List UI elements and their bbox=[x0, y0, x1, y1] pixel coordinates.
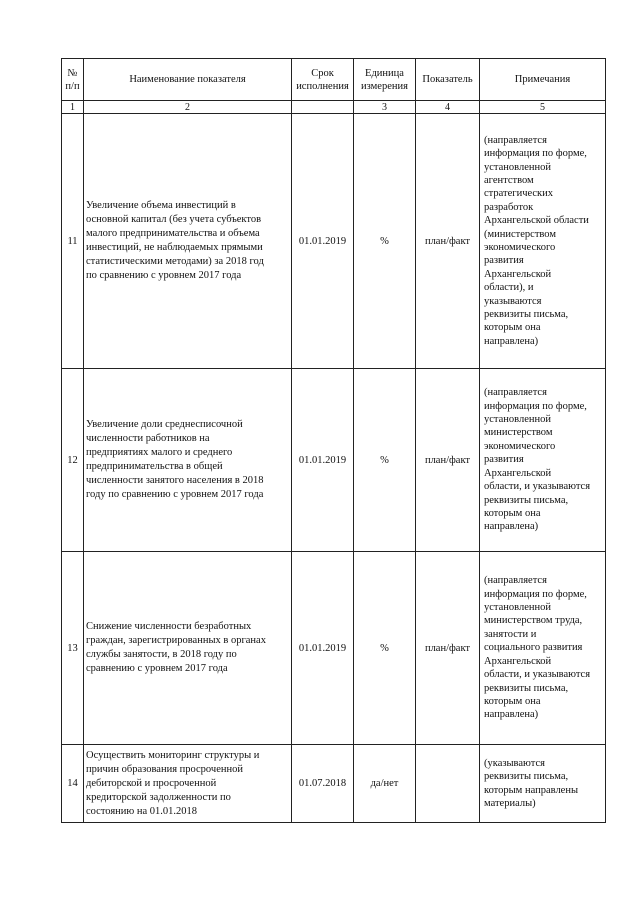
deadline-date: 01.01.2019 bbox=[292, 114, 354, 369]
note-line: (министерством bbox=[484, 228, 556, 240]
note-line: (указываются bbox=[484, 757, 545, 769]
unit-of-measure: да/нет bbox=[354, 745, 416, 823]
note-line: области, и указываются bbox=[484, 669, 591, 681]
note-line: реквизиты письма, bbox=[484, 771, 569, 783]
indicator-name bbox=[84, 114, 292, 369]
indicator-name-line: сравнению с уровнем 2017 года bbox=[86, 663, 228, 674]
note-line: которым она bbox=[484, 695, 541, 707]
header-indicator: Показатель bbox=[416, 59, 480, 101]
indicator-name-line: году по сравнению с уровнем 2017 года bbox=[86, 489, 264, 500]
indicator-name-line: основной капитал (без учета субъектов bbox=[86, 214, 262, 225]
table-row bbox=[62, 552, 606, 745]
note-line: экономического bbox=[484, 440, 556, 452]
note-line: информация по форме, bbox=[484, 588, 587, 600]
table-header-row bbox=[62, 59, 606, 101]
note-line: Архангельской bbox=[484, 655, 552, 667]
note-line: Архангельской области bbox=[484, 215, 589, 227]
indicator-name-line: по сравнению с уровнем 2017 года bbox=[86, 270, 242, 281]
indicator-name bbox=[84, 745, 292, 823]
indicator-type: план/факт bbox=[416, 369, 480, 552]
indicator-type: план/факт bbox=[416, 552, 480, 745]
indicator-name-line: предприятиях малого и среднего bbox=[86, 447, 233, 458]
note-line: Архангельской bbox=[484, 467, 552, 479]
column-number: 5 bbox=[480, 101, 606, 114]
row-number: 12 bbox=[62, 369, 84, 552]
note-line: (направляется bbox=[484, 134, 547, 146]
row-number: 13 bbox=[62, 552, 84, 745]
note-line: реквизиты письма, bbox=[484, 682, 569, 694]
indicator-name bbox=[84, 552, 292, 745]
note-line: (направляется bbox=[484, 575, 547, 587]
indicator-name-line: численности работников на bbox=[86, 433, 210, 444]
indicator-name-line: состоянию на 01.01.2018 bbox=[86, 805, 198, 817]
indicator-name bbox=[84, 369, 292, 552]
note-line: направлена) bbox=[484, 709, 539, 721]
note-line: занятости и bbox=[484, 628, 537, 640]
note-line: материалы) bbox=[484, 797, 536, 809]
column-numbers-row bbox=[62, 101, 606, 114]
note bbox=[480, 552, 606, 745]
note-line: которым она bbox=[484, 507, 541, 519]
note-line: направлена) bbox=[484, 521, 539, 533]
header-date: Срок исполнения bbox=[292, 59, 354, 101]
indicator-name-line: Увеличение доли среднесписочной bbox=[86, 419, 243, 430]
note-line: которым направлены bbox=[484, 784, 579, 796]
indicator-name-line: дебиторской и просроченной bbox=[86, 777, 217, 789]
column-number: 1 bbox=[62, 101, 84, 114]
table-row bbox=[62, 114, 606, 369]
header-unit: Единица измерения bbox=[354, 59, 416, 101]
note-line: стратегических bbox=[484, 188, 554, 200]
indicator-name-line: малого предпринимательства и объема bbox=[86, 228, 260, 239]
unit-of-measure: % bbox=[354, 552, 416, 745]
note-line: (направляется bbox=[484, 387, 547, 399]
note-line: указываются bbox=[484, 295, 542, 307]
note-line: которым она bbox=[484, 322, 541, 334]
indicator-name-line: численности занятого населения в 2018 bbox=[86, 475, 264, 486]
table-row bbox=[62, 745, 606, 823]
column-number: 4 bbox=[416, 101, 480, 114]
header-note: Примечания bbox=[480, 59, 606, 101]
note-line: информация по форме, bbox=[484, 400, 587, 412]
note bbox=[480, 114, 606, 369]
table-row bbox=[62, 369, 606, 552]
note-line: министерством труда, bbox=[484, 615, 583, 627]
row-number: 14 bbox=[62, 745, 84, 823]
note bbox=[480, 369, 606, 552]
note-line: разработок bbox=[484, 201, 534, 213]
indicator-type bbox=[416, 745, 480, 823]
note bbox=[480, 745, 606, 823]
indicator-name-line: предпринимательства в общей bbox=[86, 461, 223, 472]
note-line: агентством bbox=[484, 174, 534, 186]
header-name: Наименование показателя bbox=[84, 59, 292, 101]
note-line: развития bbox=[484, 255, 524, 267]
note-line: реквизиты письма, bbox=[484, 309, 569, 321]
deadline-date: 01.01.2019 bbox=[292, 369, 354, 552]
note-line: области), и bbox=[484, 282, 534, 294]
column-number bbox=[292, 101, 354, 114]
document-page bbox=[61, 58, 606, 823]
note-line: реквизиты письма, bbox=[484, 494, 569, 506]
header-num: № п/п bbox=[62, 59, 84, 101]
column-number: 3 bbox=[354, 101, 416, 114]
note-line: развития bbox=[484, 454, 524, 466]
indicator-name-line: Увеличение объема инвестиций в bbox=[86, 200, 236, 211]
note-line: министерством bbox=[484, 427, 553, 439]
indicators-table bbox=[61, 58, 606, 823]
unit-of-measure: % bbox=[354, 369, 416, 552]
indicator-name-line: кредиторской задолженности по bbox=[86, 791, 231, 803]
indicator-name-line: Осуществить мониторинг структуры и bbox=[86, 749, 260, 761]
indicator-type: план/факт bbox=[416, 114, 480, 369]
note-line: Архангельской bbox=[484, 268, 552, 280]
column-number: 2 bbox=[84, 101, 292, 114]
note-line: установленной bbox=[484, 602, 551, 614]
deadline-date: 01.07.2018 bbox=[292, 745, 354, 823]
note-line: направлена) bbox=[484, 335, 539, 347]
indicator-name-line: граждан, зарегистрированных в органах bbox=[86, 635, 266, 646]
indicator-name-line: службы занятости, в 2018 году по bbox=[86, 649, 237, 660]
note-line: установленной bbox=[484, 161, 551, 173]
note-line: установленной bbox=[484, 414, 551, 426]
indicator-name-line: инвестиций, не наблюдаемых прямыми bbox=[86, 242, 263, 253]
indicator-name-line: причин образования просроченной bbox=[86, 763, 243, 775]
note-line: социального развития bbox=[484, 642, 583, 654]
indicator-name-line: Снижение численности безработных bbox=[86, 621, 252, 632]
note-line: области, и указываются bbox=[484, 481, 591, 493]
unit-of-measure: % bbox=[354, 114, 416, 369]
note-line: экономического bbox=[484, 242, 556, 253]
indicator-name-line: статистическими методами) за 2018 год bbox=[86, 256, 264, 267]
deadline-date: 01.01.2019 bbox=[292, 552, 354, 745]
note-line: информация по форме, bbox=[484, 148, 587, 160]
row-number: 11 bbox=[62, 114, 84, 369]
